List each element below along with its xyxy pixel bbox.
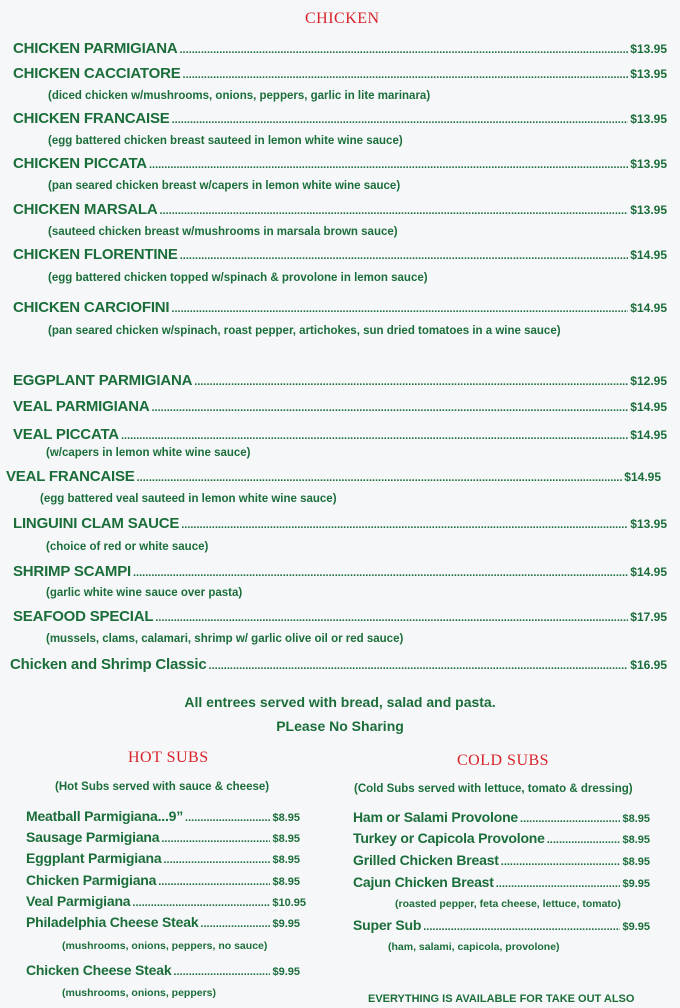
item-price: $9.95	[622, 921, 650, 933]
item-name: Turkey or Capicola Provolone	[353, 830, 545, 846]
menu-item	[13, 372, 667, 389]
take-out-note: EVERYTHING IS AVAILABLE FOR TAKE OUT ALSO	[368, 993, 635, 1005]
item-name: VEAL PICCATA	[13, 426, 119, 443]
item-price: $9.95	[272, 966, 300, 978]
item-name: VEAL PARMIGIANA	[13, 398, 150, 415]
leader-dots	[163, 854, 270, 866]
item-price: $13.95	[630, 112, 667, 126]
item-price: $8.95	[622, 834, 650, 846]
hot-sub-item	[26, 808, 300, 824]
item-name: LINGUINI CLAM SAUCE	[13, 515, 180, 532]
leader-dots	[173, 966, 270, 978]
menu-item	[13, 608, 667, 625]
item-description: (mussels, clams, calamari, shrimp w/ garlic olive oil or red sauce)	[46, 633, 404, 645]
item-name: CHICKEN FRANCAISE	[13, 110, 170, 127]
no-sharing-note: PLease No Sharing	[276, 718, 404, 734]
cold-sub-item	[353, 874, 650, 890]
item-price: $16.95	[630, 658, 667, 672]
served-with-note: All entrees served with bread, salad and pasta.	[184, 694, 496, 710]
item-price: $8.95	[622, 856, 650, 868]
item-name: EGGPLANT PARMIGIANA	[13, 372, 193, 389]
menu-item	[10, 656, 667, 673]
menu-item	[13, 426, 667, 443]
item-description: (mushrooms, onions, peppers)	[62, 987, 217, 999]
menu-item	[13, 563, 667, 580]
hot-sub-item	[26, 914, 300, 930]
item-price: $9.95	[272, 918, 300, 930]
leader-dots	[171, 303, 628, 315]
item-name: SHRIMP SCAMPI	[13, 563, 131, 580]
menu-item	[13, 398, 667, 415]
item-price: $14.95	[630, 400, 667, 414]
item-price: $13.95	[630, 42, 667, 56]
cold-subs-subtitle: (Cold Subs served with lettuce, tomato & dressing)	[354, 783, 633, 795]
item-price: $8.95	[272, 833, 300, 845]
item-name: CHICKEN CARCIOFINI	[13, 299, 170, 316]
leader-dots	[194, 376, 628, 388]
leader-dots	[183, 69, 629, 81]
leader-dots	[161, 833, 270, 845]
cold-sub-item	[353, 852, 650, 868]
item-description: (mushrooms, onions, peppers, no sauce)	[62, 940, 268, 952]
cold-sub-item	[353, 917, 650, 933]
leader-dots	[423, 921, 620, 933]
menu-item	[13, 246, 667, 263]
item-price: $13.95	[630, 203, 667, 217]
leader-dots	[180, 250, 629, 262]
item-description: (sauteed chicken breast w/mushrooms in marsala brown sauce)	[48, 226, 398, 238]
leader-dots	[496, 878, 621, 890]
item-price: $13.95	[630, 517, 667, 531]
leader-dots	[179, 44, 628, 56]
item-name: Chicken and Shrimp Classic	[10, 656, 207, 673]
leader-dots	[155, 612, 628, 624]
item-price: $9.95	[622, 878, 650, 890]
menu-item	[6, 468, 661, 485]
item-price: $14.95	[630, 565, 667, 579]
hot-sub-item	[26, 872, 300, 888]
item-name: Chicken Parmigiana	[26, 872, 157, 888]
menu-item	[13, 110, 667, 127]
menu-item	[13, 515, 667, 532]
menu-item	[13, 40, 667, 57]
item-description: (garlic white wine sauce over pasta)	[46, 587, 243, 599]
leader-dots	[181, 519, 628, 531]
leader-dots	[158, 876, 270, 888]
item-description: (ham, salami, capicola, provolone)	[388, 941, 560, 953]
item-description: (pan seared chicken breast w/capers in lemon white wine sauce)	[48, 180, 401, 192]
item-name: Eggplant Parmigiana	[26, 850, 162, 866]
item-name: Grilled Chicken Breast	[353, 852, 499, 868]
leader-dots	[200, 918, 270, 930]
hot-sub-item	[26, 893, 306, 909]
menu-item	[13, 155, 667, 172]
cold-sub-item	[353, 809, 650, 825]
leader-dots	[501, 856, 621, 868]
item-description: (egg battered chicken topped w/spinach & provolone in lemon sauce)	[48, 272, 428, 284]
item-description: (diced chicken w/mushrooms, onions, peppers, garlic in lite marinara)	[48, 90, 431, 102]
item-description: (egg battered veal sauteed in lemon white wine sauce)	[40, 493, 337, 505]
item-name: CHICKEN PICCATA	[13, 155, 147, 172]
item-name: Ham or Salami Provolone	[353, 809, 519, 825]
item-price: $14.95	[630, 301, 667, 315]
item-name: SEAFOOD SPECIAL	[13, 608, 154, 625]
menu-item	[13, 65, 667, 82]
item-description: (pan seared chicken w/spinach, roast pepper, artichokes, sun dried tomatoes in a wine sauce)	[48, 325, 561, 337]
item-name: CHICKEN CACCIATORE	[13, 65, 181, 82]
item-name: CHICKEN PARMIGIANA	[13, 40, 178, 57]
leader-dots	[185, 812, 270, 824]
hot-subs-title: HOT SUBS	[128, 749, 209, 766]
leader-dots	[520, 813, 620, 825]
hot-sub-item	[26, 850, 300, 866]
hot-subs-subtitle: (Hot Subs served with sauce & cheese)	[55, 781, 270, 793]
cold-sub-item	[353, 830, 650, 846]
hot-sub-item	[26, 962, 300, 978]
item-name: VEAL FRANCAISE	[6, 468, 135, 485]
section-title-chicken: CHICKEN	[305, 10, 380, 27]
item-price: $10.95	[272, 897, 306, 909]
leader-dots	[151, 402, 628, 414]
item-description: (w/capers in lemon white wine sauce)	[46, 447, 251, 459]
leader-dots	[149, 159, 628, 171]
item-name: CHICKEN FLORENTINE	[13, 246, 178, 263]
item-name: Super Sub	[353, 917, 422, 933]
leader-dots	[547, 834, 621, 846]
item-price: $14.95	[624, 470, 661, 484]
leader-dots	[132, 897, 270, 909]
item-name: Philadelphia Cheese Steak	[26, 914, 199, 930]
item-price: $8.95	[272, 854, 300, 866]
item-name: Cajun Chicken Breast	[353, 874, 494, 890]
item-name: Meatball Parmigiana...9”	[26, 808, 184, 824]
item-description: (choice of red or white sauce)	[46, 541, 209, 553]
item-price: $13.95	[630, 67, 667, 81]
leader-dots	[209, 660, 629, 672]
item-price: $17.95	[630, 610, 667, 624]
leader-dots	[133, 567, 628, 579]
leader-dots	[121, 430, 628, 442]
leader-dots	[172, 114, 629, 126]
leader-dots	[137, 472, 623, 484]
item-price: $8.95	[622, 813, 650, 825]
item-price: $14.95	[630, 428, 667, 442]
menu-item	[13, 299, 667, 316]
item-description: (egg battered chicken breast sauteed in lemon white wine sauce)	[48, 135, 403, 147]
cold-subs-title: COLD SUBS	[457, 752, 550, 769]
item-name: Chicken Cheese Steak	[26, 962, 172, 978]
item-price: $8.95	[272, 812, 300, 824]
hot-sub-item	[26, 829, 300, 845]
item-price: $13.95	[630, 157, 667, 171]
leader-dots	[160, 205, 629, 217]
item-name: Sausage Parmigiana	[26, 829, 160, 845]
item-price: $8.95	[272, 876, 300, 888]
item-price: $14.95	[630, 248, 667, 262]
item-name: CHICKEN MARSALA	[13, 201, 158, 218]
menu-item	[13, 201, 667, 218]
item-name: Veal Parmigiana	[26, 893, 131, 909]
item-price: $12.95	[630, 374, 667, 388]
item-description: (roasted pepper, feta cheese, lettuce, tomato)	[395, 898, 621, 910]
